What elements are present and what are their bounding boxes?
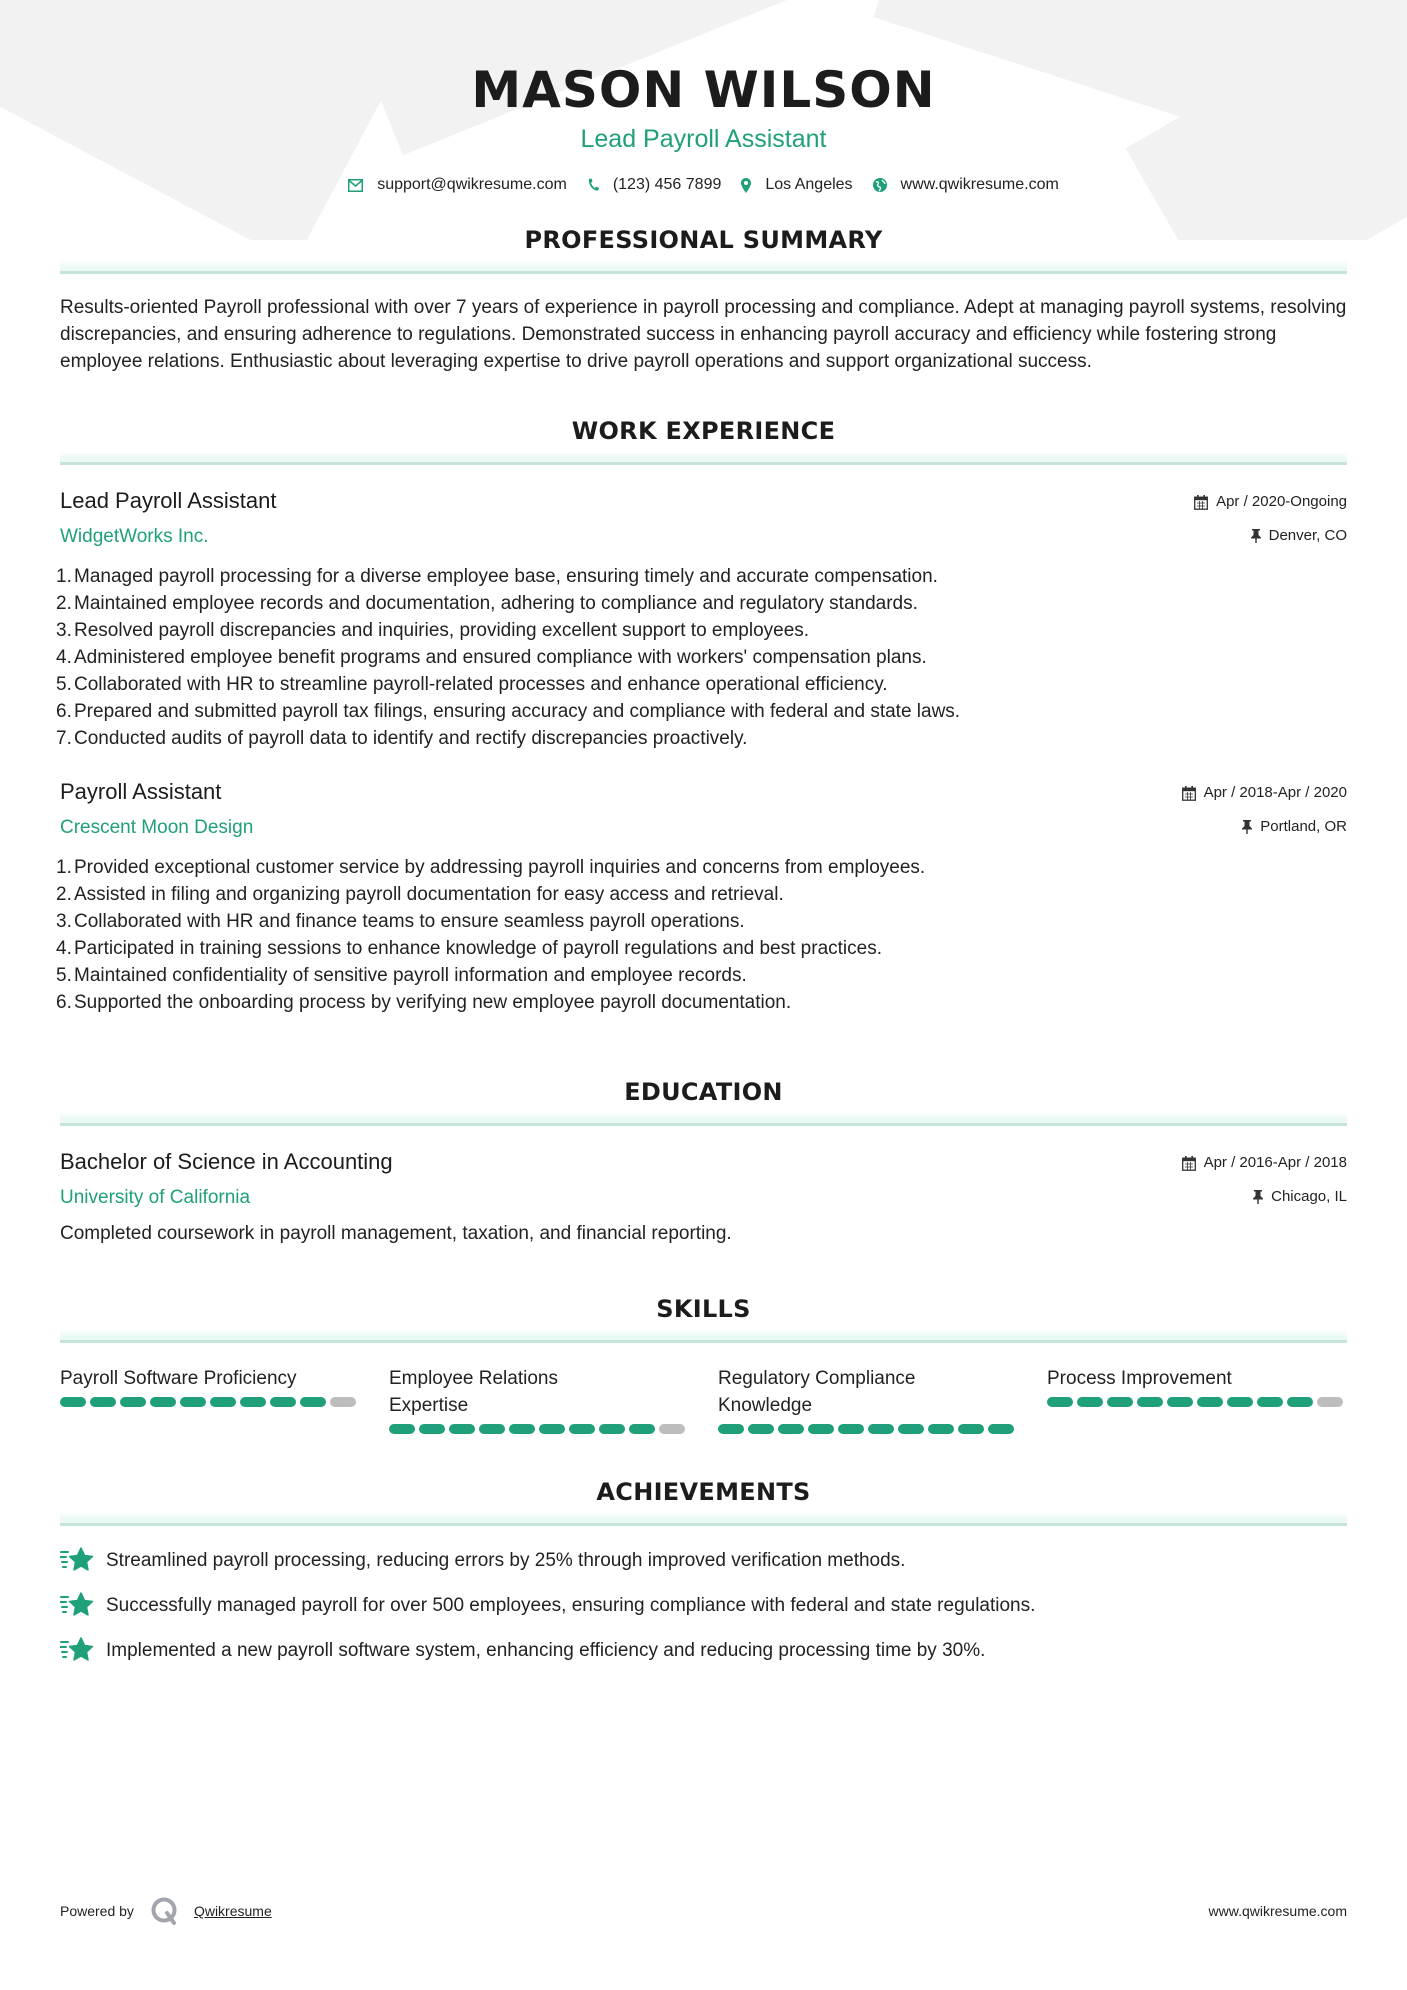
rating-dot-filled [1137,1397,1163,1407]
section-title: PROFESSIONAL SUMMARY [524,226,883,254]
section-header [60,417,1347,455]
section-divider [60,1112,1347,1126]
rating-dot-filled [539,1424,565,1434]
rating-dot-empty [659,1424,685,1434]
skill-name: Payroll Software Proficiency [60,1368,297,1389]
skills-grid [60,1365,1347,1434]
section-title: WORK EXPERIENCE [571,417,836,445]
contact-bar [60,176,1347,194]
rating-dot-filled [958,1424,984,1434]
rating-dot-filled [808,1424,834,1434]
company-name: Crescent Moon Design [60,817,254,838]
rating-dot-filled [1257,1397,1283,1407]
bullet-item: 2. Maintained employee records and documentation, adhering to compliance and regulatory standards. [56,593,918,614]
job-title: Lead Payroll Assistant [60,488,277,513]
rating-dot-filled [1287,1397,1313,1407]
star-icon [60,1591,94,1619]
contact-email[interactable] [348,176,567,194]
education-location: Chicago, IL [1182,1186,1347,1208]
skill-name: Process Improvement [1047,1368,1232,1389]
education-entry [60,1148,1347,1247]
education-description: Completed coursework in payroll management, taxation, and financial reporting. [60,1223,732,1244]
rating-dot-filled [599,1424,625,1434]
rating-dot-filled [210,1397,236,1407]
job-location: Denver, CO [1194,525,1347,547]
bullet-item: 1. Managed payroll processing for a diverse employee base, ensuring timely and accurate compensation. [56,566,938,587]
job-date: Apr / 2018-Apr / 2020 [1182,782,1347,804]
rating-dot-filled [988,1424,1014,1434]
envelope-icon [348,179,363,192]
bullet-item: 1. Provided exceptional customer service by addressing payroll inquiries and concerns from employees. [56,857,926,878]
rating-dot-filled [868,1424,894,1434]
phone-icon [587,178,599,192]
bullet-item: 5. Maintained confidentiality of sensitive payroll information and employee records. [56,965,747,986]
calendar-icon [1182,786,1196,801]
rating-dot-filled [928,1424,954,1434]
section-title: EDUCATION [624,1078,783,1106]
star-icon [60,1546,94,1574]
rating-dot-filled [1227,1397,1253,1407]
skill-rating [718,1424,1018,1434]
skill-name: Employee Relations Expertise [389,1368,558,1416]
rating-dot-filled [748,1424,774,1434]
degree-title: Bachelor of Science in Accounting [60,1149,393,1174]
section-education [60,1078,1347,1247]
resume-header [60,0,1347,194]
section-header [60,1478,1347,1516]
bullet-item: 4. Administered employee benefit programs and ensured compliance with workers' compensation plans. [56,647,927,668]
email-text: support@qwikresume.com [377,176,567,193]
education-date: Apr / 2016-Apr / 2018 [1182,1152,1347,1174]
rating-dot-filled [120,1397,146,1407]
bullet-item: 6. Prepared and submitted payroll tax filings, ensuring accuracy and compliance with federal and state laws. [56,701,961,722]
pushpin-icon [1251,529,1261,543]
bullet-item: 5. Collaborated with HR to streamline payroll-related processes and enhance operational efficiency. [56,674,888,695]
rating-dot-filled [180,1397,206,1407]
achievements-list [60,1546,1347,1664]
bullet-item: 2. Assisted in filing and organizing payroll documentation for easy access and retrieval. [56,884,784,905]
calendar-icon [1194,495,1208,510]
skill-item [389,1365,689,1434]
rating-dot-filled [1077,1397,1103,1407]
rating-dot-filled [150,1397,176,1407]
map-pin-icon [741,178,751,193]
pushpin-icon [1242,820,1252,834]
section-divider [60,1329,1347,1343]
rating-dot-filled [60,1397,86,1407]
rating-dot-filled [718,1424,744,1434]
skill-item [718,1365,1018,1434]
achievement-item: Implemented a new payroll software system, enhancing efficiency and reducing processing time by 30%. [60,1636,1347,1664]
bullet-item: 3. Collaborated with HR and finance teams to ensure seamless payroll operations. [56,911,745,932]
section-divider [60,451,1347,465]
achievement-item: Successfully managed payroll for over 500 employees, ensuring compliance with federal and state regulations. [60,1591,1347,1619]
star-icon [60,1636,94,1664]
rating-dot-filled [838,1424,864,1434]
rating-dot-filled [90,1397,116,1407]
rating-dot-filled [1197,1397,1223,1407]
bullet-item: 3. Resolved payroll discrepancies and inquiries, providing excellent support to employees. [56,620,810,641]
job-title: Payroll Assistant [60,779,222,804]
job-bullets [56,563,1347,752]
phone-text: (123) 456 7899 [612,176,722,193]
rating-dot-filled [569,1424,595,1434]
section-experience [56,417,1347,1016]
contact-phone[interactable] [587,176,722,194]
school-name: University of California [60,1187,251,1208]
contact-website[interactable] [873,176,1059,194]
qwikresume-logo-icon [150,1896,180,1926]
bullet-item: 6. Supported the onboarding process by verifying new employee payroll documentation. [56,992,792,1013]
rating-dot-empty [330,1397,356,1407]
skill-name: Regulatory Compliance Knowledge [718,1368,916,1416]
globe-icon [873,178,887,192]
job-entry [56,487,1347,752]
rating-dot-filled [629,1424,655,1434]
section-divider [60,1512,1347,1526]
calendar-icon [1182,1156,1196,1171]
summary-text: Results-oriented Payroll professional with over 7 years of experience in payroll processing and compliance. Adept at managing payroll systems, resolving discrepancies, and ensuring adherence to regulations. Demonstrated success in enhancing payroll accuracy and efficiency while fostering strong employee relations. Enthusiastic about leveraging expertise to drive payroll operations and support organizational success. [60,297,1347,372]
skill-rating [389,1424,689,1434]
rating-dot-filled [509,1424,535,1434]
skill-item [60,1365,360,1434]
footer-website[interactable]: www.qwikresume.com [1208,1903,1347,1919]
bullet-item: 7. Conducted audits of payroll data to identify and rectify discrepancies proactively. [56,728,748,749]
rating-dot-filled [270,1397,296,1407]
rating-dot-empty [1317,1397,1343,1407]
pushpin-icon [1253,1190,1263,1204]
job-entry [56,778,1347,1016]
achievement-item: Streamlined payroll processing, reducing errors by 25% through improved verification methods. [60,1546,1347,1574]
powered-by-label: Powered by [60,1903,134,1919]
qwikresume-link[interactable]: Qwikresume [193,1903,272,1919]
page-footer [60,1896,1347,1926]
rating-dot-filled [389,1424,415,1434]
candidate-name: MASON WILSON [471,61,936,119]
website-text: www.qwikresume.com [900,176,1059,193]
rating-dot-filled [1047,1397,1073,1407]
location-text: Los Angeles [765,176,853,193]
rating-dot-filled [1167,1397,1193,1407]
section-divider [60,260,1347,274]
skill-item [1047,1365,1347,1434]
rating-dot-filled [479,1424,505,1434]
bullet-item: 4. Participated in training sessions to enhance knowledge of payroll regulations and best practices. [56,938,882,959]
skill-rating [60,1397,360,1407]
job-location: Portland, OR [1182,816,1347,838]
rating-dot-filled [1107,1397,1133,1407]
rating-dot-filled [449,1424,475,1434]
skill-rating [1047,1397,1347,1407]
section-title: SKILLS [656,1295,751,1323]
section-title: ACHIEVEMENTS [596,1478,811,1506]
section-skills [60,1295,1347,1434]
section-header [60,226,1347,264]
job-date: Apr / 2020-Ongoing [1194,491,1347,513]
section-achievements [60,1478,1347,1664]
rating-dot-filled [778,1424,804,1434]
section-summary [60,226,1347,375]
section-header [60,1295,1347,1333]
contact-location [741,176,852,194]
rating-dot-filled [898,1424,924,1434]
candidate-title: Lead Payroll Assistant [580,125,827,153]
rating-dot-filled [240,1397,266,1407]
rating-dot-filled [300,1397,326,1407]
job-bullets [56,854,1347,1016]
company-name: WidgetWorks Inc. [60,526,209,547]
rating-dot-filled [419,1424,445,1434]
section-header [60,1078,1347,1116]
